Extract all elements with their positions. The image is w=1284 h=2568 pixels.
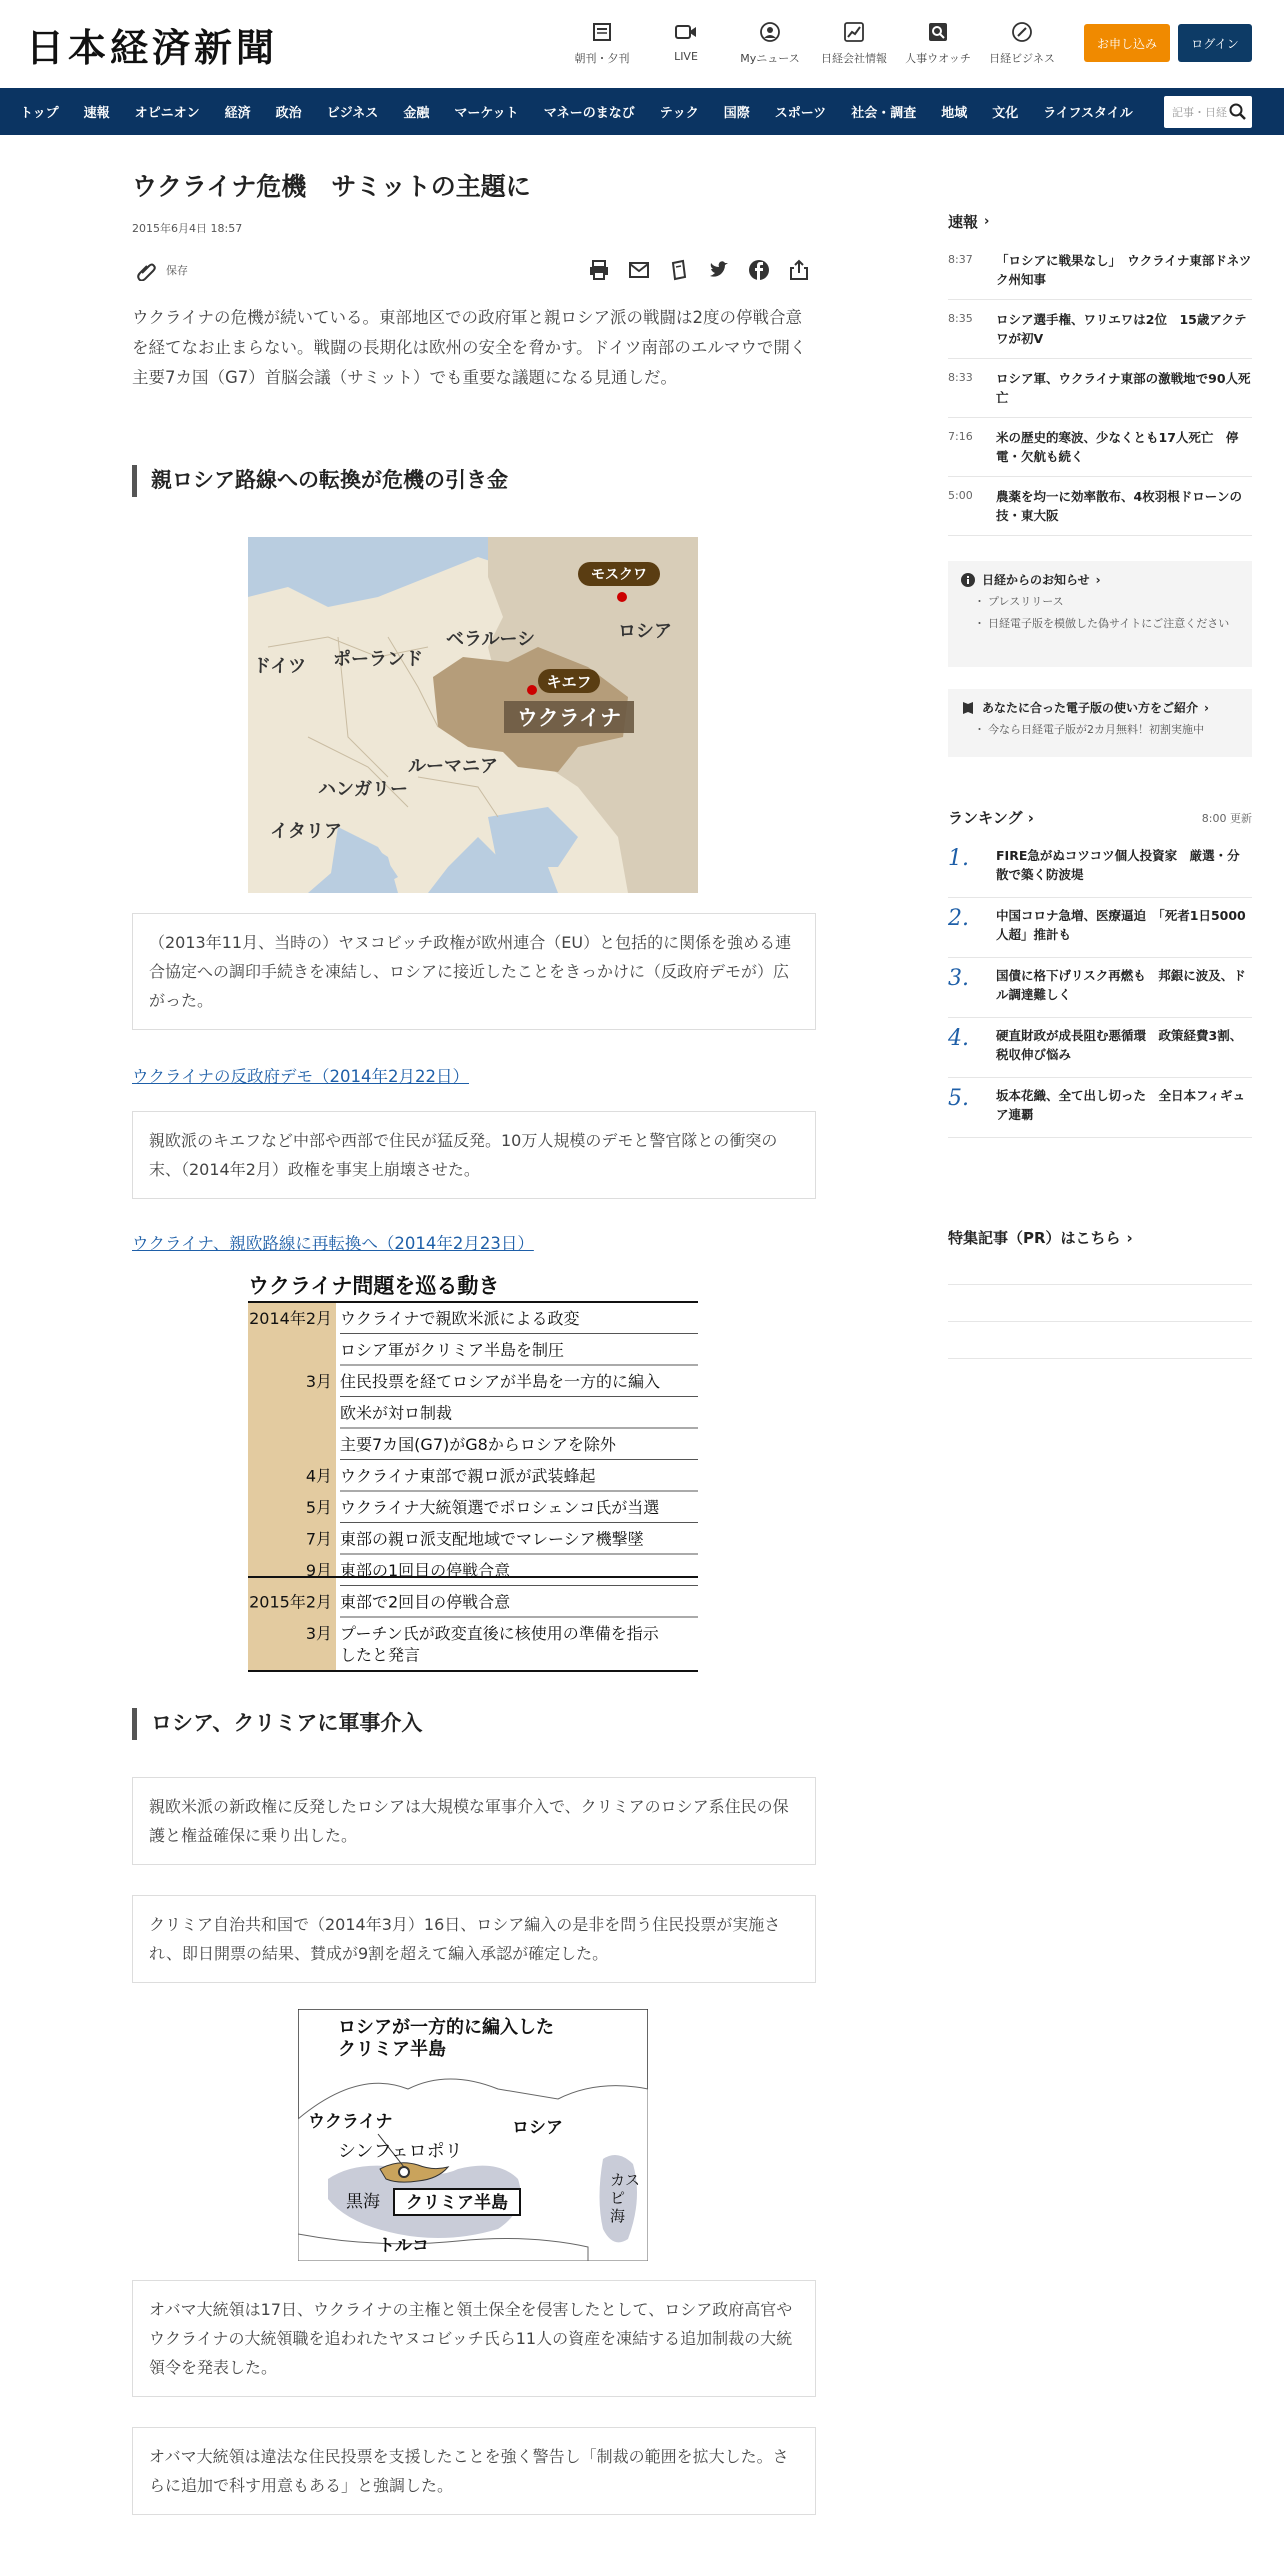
notice-item[interactable]: ・ 日経電子版を模倣した偽サイトにご注意ください: [960, 615, 1240, 632]
timeline-event: ウクライナ大統領選でポロシェンコ氏が当選: [340, 1498, 660, 1517]
header-nav-paper[interactable]: [560, 16, 644, 66]
timeline-date: 3月: [305, 1372, 332, 1391]
twitter-icon[interactable]: [708, 259, 730, 285]
image-caption: 親欧米派の新政権に反発したロシアは大規模な軍事介入で、クリミアのロシア系住民の保護と権益確保に乗り出した。: [132, 1777, 816, 1865]
guide-title: あなたに合った電子版の使い方をご紹介: [982, 701, 1199, 715]
login-button[interactable]: ログイン: [1178, 24, 1252, 62]
timeline-date: 5月: [305, 1498, 332, 1517]
guide-box: [948, 689, 1252, 757]
map2-label-caspian-3: 海: [610, 2207, 626, 2225]
chevron-right-icon: ›: [1126, 1228, 1133, 1247]
rank-text: 国債に格下げリスク再燃も 邦銀に波及、ドル調達難しく: [996, 968, 1246, 1002]
rank-text: 中国コロナ急増、医療逼迫 「死者1日5000人超」推計も: [996, 908, 1246, 942]
map2-label-russia: ロシア: [512, 2118, 563, 2138]
timeline-event: ロシア軍がクリミア半島を制圧: [340, 1340, 565, 1360]
nav-item[interactable]: ビジネス: [326, 106, 379, 121]
print-icon[interactable]: [588, 259, 610, 285]
pr-section: [948, 1227, 1252, 1359]
flash-text: ロシア軍、ウクライナ東部の激戦地で90人死亡: [996, 371, 1251, 405]
flash-time: 8:33: [948, 371, 973, 384]
header-nav-jinji[interactable]: [896, 16, 980, 66]
related-link[interactable]: ウクライナの反政府デモ（2014年2月22日）: [132, 1067, 469, 1086]
pr-heading[interactable]: [948, 1227, 1252, 1248]
timeline-event: プーチン氏が政変直後に核使用の準備を指示: [340, 1624, 659, 1643]
map-label-moscow: モスクワ: [591, 567, 647, 583]
flash-news-item[interactable]: [948, 241, 1252, 300]
pr-title: 特集記事（PR）はこちら: [948, 1229, 1121, 1247]
timeline-event: 東部で2回目の停戦合意: [340, 1592, 511, 1612]
nav-item[interactable]: 金融: [403, 106, 430, 121]
image-caption: 親欧派のキエフなど中部や西部で住民が猛反発。10万人規模のデモと警官隊との衝突の末、（2014年2月）政権を事実上崩壊させた。: [132, 1111, 816, 1199]
paperclip-icon: [134, 259, 160, 281]
flash-news-item[interactable]: [948, 477, 1252, 536]
map-label-russia: ロシア: [618, 621, 672, 642]
flash-time: 8:35: [948, 312, 973, 325]
share-icon[interactable]: [788, 259, 810, 285]
rank-number: 4.: [948, 1026, 969, 1051]
nav-item[interactable]: 国際: [723, 106, 750, 121]
flash-news-item[interactable]: [948, 359, 1252, 418]
header-nav-business[interactable]: [980, 16, 1064, 66]
nav-item[interactable]: トップ: [20, 106, 59, 121]
ranking-time: 8:00: [1201, 811, 1227, 825]
related-link[interactable]: ウクライナ、親欧路線に再転換へ（2014年2月23日）: [132, 1234, 534, 1253]
image-caption: オバマ大統領は違法な住民投票を支援したことを強く警告し「制裁の範囲を拡大した。さらに追加で科す用意もある」と強調した。: [132, 2427, 816, 2515]
ranking-item[interactable]: [948, 1018, 1252, 1078]
header-nav-label: 人事ウオッチ: [905, 52, 971, 65]
article-title: ウクライナ危機 サミットの主題に: [132, 172, 531, 201]
rank-number: 3.: [948, 966, 969, 991]
map-label-romania: ルーマニア: [408, 756, 498, 777]
ranking-item[interactable]: [948, 838, 1252, 898]
nav-item[interactable]: スポーツ: [774, 106, 827, 121]
ranking-section: [948, 807, 1252, 1138]
article-date: 2015年6月4日 18:57: [132, 222, 243, 235]
flash-time: 7:16: [948, 430, 973, 443]
nav-item[interactable]: マネーのまなび: [543, 106, 635, 121]
map2-label-simferopol: シンフェロポリ: [338, 2141, 463, 2162]
image-caption: クリミア自治共和国で（2014年3月）16日、ロシア編入の是非を問う住民投票が実施され、即日開票の結果、賛成が9割を超えて編入承認が確定した。: [132, 1895, 816, 1983]
nav-item[interactable]: 文化: [992, 106, 1019, 121]
flash-text: 米の歴史的寒波、少なくとも17人死亡 停電・欠航も続く: [996, 430, 1239, 464]
timeline-event: ウクライナ東部で親ロ派が武装蜂起: [340, 1466, 596, 1486]
timeline-event: したと発言: [340, 1645, 421, 1665]
image-caption: （2013年11月、当時の）ヤヌコビッチ政権が欧州連合（EU）と包括的に関係を強める連合協定への調印手続きを凍結し、ロシアに接近したことをきっかけに（反政府デモが）広がった。: [132, 913, 816, 1030]
rank-text: 硬直財政が成長阻む悪循環 政策経費3割、税収伸び悩み: [996, 1028, 1243, 1062]
search-placeholder: 記事・日経: [1172, 106, 1227, 119]
section-heading: 親ロシア路線への転換が危機の引き金: [132, 465, 508, 497]
map-label-ukraine: ウクライナ: [516, 706, 622, 730]
map-label-kiev: キエフ: [546, 673, 592, 691]
guide-item[interactable]: ・ 今なら日経電子版が2カ月無料！初割実施中: [960, 721, 1240, 738]
nav-item[interactable]: ライフスタイル: [1043, 106, 1133, 121]
rank-text: 坂本花織、全て出し切った 全日本フィギュア連覇: [996, 1088, 1246, 1122]
rank-number: 1.: [948, 846, 969, 871]
rank-number: 5.: [948, 1086, 969, 1111]
flash-time: 8:37: [948, 253, 973, 266]
map-label-italy: イタリア: [270, 821, 342, 842]
chevron-right-icon: ›: [1204, 700, 1209, 715]
map2-label-turkey: トルコ: [378, 2236, 429, 2256]
article-lead: ウクライナの危機が続いている。東部地区での政府軍と親ロシア派の戦闘は2度の停戦合意を経てなお止まらない。戦闘の長期化は欧州の安全を脅かす。ドイツ南部のエルマウで開く主要7カ国（G7）首脳会議（サミット）でも重要な議題になる見通しだ。: [132, 308, 807, 387]
info-icon: [960, 572, 976, 588]
chart-line-icon: [842, 20, 866, 44]
timeline-date: 2014年2月: [249, 1309, 332, 1328]
guide-heading[interactable]: [960, 699, 1240, 716]
user-icon: [758, 20, 782, 44]
bookmark-icon[interactable]: [668, 259, 690, 285]
nikkei-notice-box: [948, 561, 1252, 667]
header-nav: [560, 16, 1064, 66]
nav-item[interactable]: 政治: [275, 106, 302, 121]
map2-label-crimea: クリミア半島: [406, 2193, 508, 2213]
flash-text: 農薬を均一に効率散布、4枚羽根ドローンの技・東大阪: [996, 489, 1242, 523]
nav-item[interactable]: 社会・調査: [851, 106, 917, 121]
map2-label-ukraine: ウクライナ: [308, 2112, 393, 2132]
image-caption: オバマ大統領は17日、ウクライナの主権と領土保全を侵害したとして、ロシア政府高官やウクライナの大統領職を追われたヤヌコビッチ氏ら11人の資産を凍結する追加制裁の大統領令を発表した。: [132, 2280, 816, 2397]
flash-news-heading[interactable]: [948, 211, 989, 232]
ranking-item[interactable]: [948, 1078, 1252, 1138]
book-icon: [960, 700, 976, 716]
subscribe-button[interactable]: お申し込み: [1084, 24, 1170, 62]
flash-text: ロシア選手権、ワリエワは2位 15歳アクテワが初V: [996, 312, 1247, 346]
flash-time: 5:00: [948, 489, 973, 502]
timeline-event: 主要7カ国(G7)がG8からロシアを除外: [340, 1435, 616, 1454]
timeline-event: ウクライナで親欧米派による政変: [340, 1309, 580, 1328]
header-nav-label: 日経ビジネス: [989, 52, 1055, 65]
ranking-update: 更新: [1230, 811, 1252, 825]
header-nav-label: LIVE: [674, 50, 698, 63]
magnifier-person-icon: [926, 20, 950, 44]
header-nav-label: 日経会社情報: [821, 52, 887, 65]
flash-news-item[interactable]: [948, 418, 1252, 477]
save-label: 保存: [166, 264, 188, 277]
ukraine-map-figure: [248, 537, 698, 893]
divider: [948, 1284, 1252, 1285]
header-nav-company[interactable]: [812, 16, 896, 66]
nav-item[interactable]: 地域: [941, 106, 968, 121]
ranking-heading: [948, 807, 1252, 828]
video-camera-icon: [674, 20, 698, 44]
rank-text: FIRE急がぬコツコツ個人投資家 厳選・分散で築く防波堤: [996, 848, 1240, 882]
header-nav-label: Myニュース: [740, 52, 800, 65]
nav-item[interactable]: テック: [659, 106, 699, 121]
mail-icon[interactable]: [628, 259, 650, 285]
nav-item[interactable]: 速報: [83, 106, 110, 121]
newspaper-icon: [590, 20, 614, 44]
timeline-event: 欧米が対ロ制裁: [340, 1403, 453, 1423]
timeline-event: 東部の親ロ派支配地域でマレーシア機撃墜: [340, 1529, 644, 1549]
map-label-poland: ポーランド: [333, 649, 423, 670]
rank-number: 2.: [948, 906, 969, 931]
timeline-date: 3月: [305, 1624, 332, 1643]
timeline-date: 2015年2月: [249, 1592, 332, 1612]
timeline-date: 7月: [305, 1529, 332, 1549]
nav-item[interactable]: 経済: [224, 106, 251, 121]
nav-item[interactable]: マーケット: [454, 106, 519, 121]
notice-title: 日経からのお知らせ: [982, 573, 1090, 587]
header-nav-mynews[interactable]: [728, 16, 812, 66]
ranking-title: ランキング: [948, 809, 1023, 827]
timeline-date: 9月: [305, 1561, 332, 1580]
article-toolbar: [132, 255, 816, 285]
facebook-icon[interactable]: [748, 259, 770, 285]
map2-title-line1: ロシアが一方的に編入した: [338, 2017, 554, 2038]
chevron-right-icon: ›: [1027, 809, 1034, 827]
category-navbar: [0, 88, 1284, 135]
map2-label-black-sea: 黒海: [346, 2192, 380, 2212]
map2-label-caspian-1: カス: [610, 2171, 641, 2189]
divider: [948, 1358, 1252, 1359]
divider: [948, 1321, 1252, 1322]
nav-item[interactable]: オピニオン: [134, 106, 200, 121]
flash-news-title: 速報: [948, 213, 979, 231]
compass-icon: [1010, 20, 1034, 44]
timeline-date: 4月: [305, 1466, 332, 1486]
map-label-hungary: ハンガリー: [318, 779, 408, 800]
map2-label-caspian-2: ピ: [610, 2189, 626, 2207]
flash-news-item[interactable]: [948, 300, 1252, 359]
ranking-link[interactable]: [948, 807, 1034, 828]
search-input[interactable]: [1164, 96, 1252, 128]
notice-item[interactable]: ・ プレスリリース: [960, 593, 1240, 610]
flash-text: 「ロシアに戦果なし」 ウクライナ東部ドネツク州知事: [996, 253, 1252, 287]
map-label-belarus: ベラルーシ: [446, 629, 536, 650]
site-header: [0, 0, 1284, 88]
ranking-item[interactable]: [948, 958, 1252, 1018]
map-label-germany: ドイツ: [253, 656, 307, 677]
search-icon[interactable]: [1228, 102, 1248, 125]
header-nav-label: 朝刊・夕刊: [574, 52, 630, 65]
crimea-map-figure: [298, 2009, 648, 2261]
header-nav-live[interactable]: [644, 16, 728, 66]
chevron-right-icon: ›: [984, 214, 990, 229]
map2-title-line2: クリミア半島: [338, 2039, 446, 2060]
ranking-item[interactable]: [948, 898, 1252, 958]
notice-heading[interactable]: [960, 571, 1240, 588]
timeline-event: 住民投票を経てロシアが半島を一方的に編入: [340, 1372, 661, 1391]
site-logo[interactable]: 日本経済新聞: [26, 24, 279, 70]
section-heading: ロシア、クリミアに軍事介入: [132, 1708, 422, 1740]
timeline-table-figure: [248, 1271, 698, 1672]
save-button[interactable]: [134, 259, 188, 281]
timeline-event: 東部の1回目の停戦合意: [340, 1561, 511, 1580]
chevron-right-icon: ›: [1095, 572, 1101, 587]
timeline-title: ウクライナ問題を巡る動き: [248, 1274, 500, 1298]
